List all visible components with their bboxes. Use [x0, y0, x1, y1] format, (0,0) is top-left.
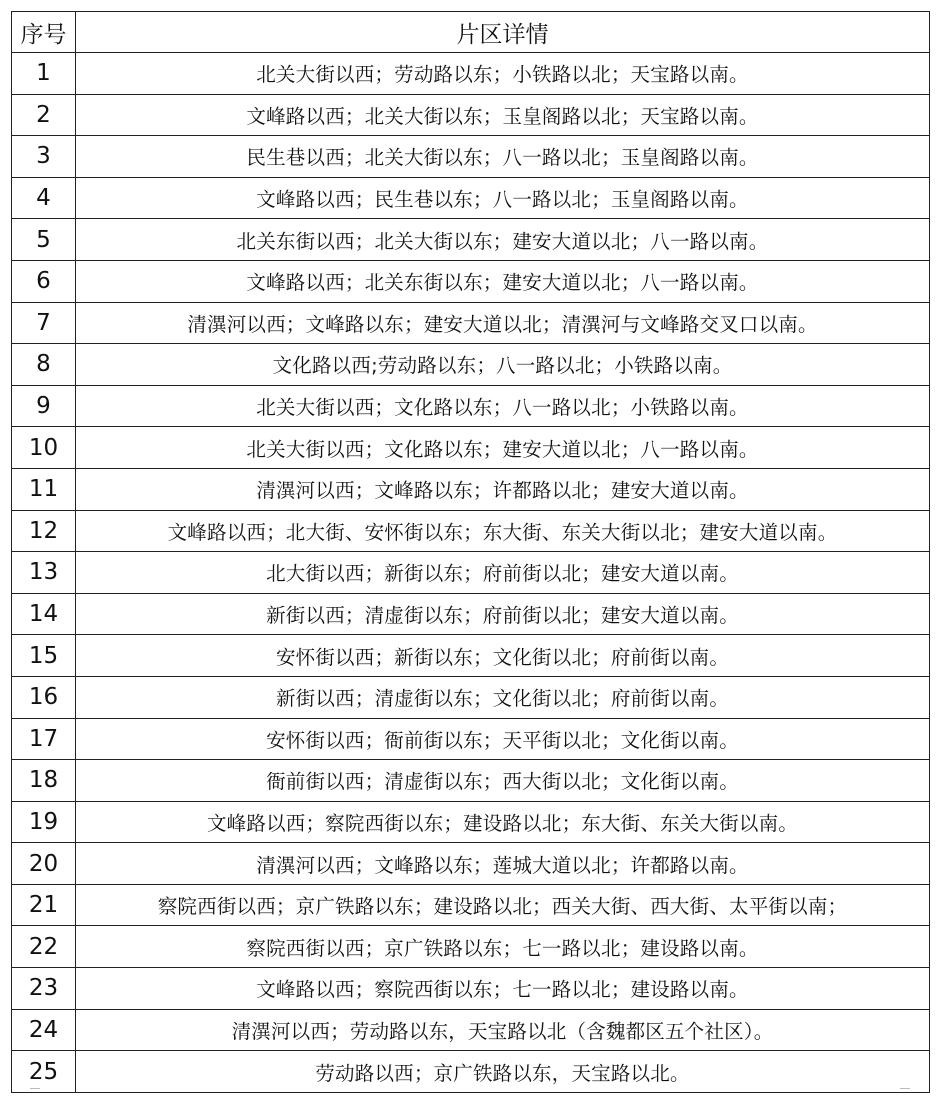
table-row	[12, 344, 930, 386]
row-number: 1	[12, 53, 76, 95]
row-number: 18	[12, 760, 76, 802]
district-table	[11, 11, 930, 1093]
row-detail: 民生巷以西；北关大街以东；八一路以北；玉皇阁路以南。	[76, 136, 930, 178]
table-header-row	[12, 12, 930, 53]
page-corner-mark-right	[900, 1088, 910, 1099]
row-detail: 文峰路以西；北关大街以东；玉皇阁路以北；天宝路以南。	[76, 94, 930, 136]
table-row	[12, 94, 930, 136]
table-row	[12, 53, 930, 95]
table-row	[12, 136, 930, 178]
row-detail: 劳动路以西；京广铁路以东，天宝路以北。	[76, 1051, 930, 1093]
table-row	[12, 177, 930, 219]
row-number: 21	[12, 884, 76, 926]
row-number: 12	[12, 510, 76, 552]
table-row	[12, 593, 930, 635]
table-row	[12, 676, 930, 718]
table-row	[12, 718, 930, 760]
row-number: 14	[12, 593, 76, 635]
row-number: 6	[12, 260, 76, 302]
table-body	[12, 53, 930, 1093]
table-row	[12, 260, 930, 302]
page-corner-mark-left	[30, 1088, 40, 1099]
row-detail: 北关东街以西；北关大街以东；建安大道以北；八一路以南。	[76, 219, 930, 261]
table-row	[12, 219, 930, 261]
table-row	[12, 468, 930, 510]
row-detail: 文峰路以西；察院西街以东；七一路以北；建设路以南。	[76, 968, 930, 1010]
row-detail: 文峰路以西；北关东街以东；建安大道以北；八一路以南。	[76, 260, 930, 302]
table-row	[12, 843, 930, 885]
table-row	[12, 884, 930, 926]
row-number: 5	[12, 219, 76, 261]
row-number: 16	[12, 676, 76, 718]
row-number: 9	[12, 385, 76, 427]
row-detail: 新街以西；清虚街以东；文化街以北；府前街以南。	[76, 676, 930, 718]
row-number: 25	[12, 1051, 76, 1093]
row-detail: 北关大街以西；劳动路以东；小铁路以北；天宝路以南。	[76, 53, 930, 95]
row-detail: 文峰路以西；北大街、安怀街以东；东大街、东关大街以北；建安大道以南。	[76, 510, 930, 552]
row-detail: 北关大街以西；文化路以东；建安大道以北；八一路以南。	[76, 427, 930, 469]
table-row	[12, 1009, 930, 1051]
row-detail: 文化路以西;劳动路以东；八一路以北；小铁路以南。	[76, 344, 930, 386]
table-row	[12, 427, 930, 469]
row-detail: 清潩河以西；文峰路以东；许都路以北；建安大道以南。	[76, 468, 930, 510]
row-detail: 察院西街以西；京广铁路以东；七一路以北；建设路以南。	[76, 926, 930, 968]
row-detail: 清潩河以西；劳动路以东，天宝路以北（含魏都区五个社区）。	[76, 1009, 930, 1051]
row-number: 13	[12, 552, 76, 594]
table-row	[12, 552, 930, 594]
row-detail: 新街以西；清虚街以东；府前街以北；建安大道以南。	[76, 593, 930, 635]
row-detail: 文峰路以西；察院西街以东；建设路以北；东大街、东关大街以南。	[76, 801, 930, 843]
row-detail: 衙前街以西；清虚街以东；西大街以北；文化街以南。	[76, 760, 930, 802]
row-detail: 北大街以西；新街以东；府前街以北；建安大道以南。	[76, 552, 930, 594]
row-number: 2	[12, 94, 76, 136]
header-number: 序号	[12, 12, 76, 53]
table-row	[12, 635, 930, 677]
row-number: 8	[12, 344, 76, 386]
row-detail: 安怀街以西；衙前街以东；天平街以北；文化街以南。	[76, 718, 930, 760]
row-detail: 察院西街以西；京广铁路以东；建设路以北；西关大街、西大街、太平街以南；	[76, 884, 930, 926]
table-row	[12, 968, 930, 1010]
table-row	[12, 385, 930, 427]
row-number: 22	[12, 926, 76, 968]
row-number: 23	[12, 968, 76, 1010]
table-row	[12, 926, 930, 968]
header-detail: 片区详情	[76, 12, 930, 53]
row-detail: 清潩河以西；文峰路以东；建安大道以北；清潩河与文峰路交叉口以南。	[76, 302, 930, 344]
row-number: 4	[12, 177, 76, 219]
table-row	[12, 760, 930, 802]
row-number: 11	[12, 468, 76, 510]
district-table-container	[11, 11, 929, 1093]
row-number: 10	[12, 427, 76, 469]
table-row	[12, 801, 930, 843]
row-number: 24	[12, 1009, 76, 1051]
row-detail: 文峰路以西；民生巷以东；八一路以北；玉皇阁路以南。	[76, 177, 930, 219]
row-number: 19	[12, 801, 76, 843]
row-number: 3	[12, 136, 76, 178]
row-number: 20	[12, 843, 76, 885]
row-detail: 清潩河以西；文峰路以东；莲城大道以北；许都路以南。	[76, 843, 930, 885]
row-number: 15	[12, 635, 76, 677]
row-number: 7	[12, 302, 76, 344]
row-number: 17	[12, 718, 76, 760]
row-detail: 安怀街以西；新街以东；文化街以北；府前街以南。	[76, 635, 930, 677]
table-row	[12, 1051, 930, 1093]
row-detail: 北关大街以西；文化路以东；八一路以北；小铁路以南。	[76, 385, 930, 427]
table-row	[12, 302, 930, 344]
table-row	[12, 510, 930, 552]
